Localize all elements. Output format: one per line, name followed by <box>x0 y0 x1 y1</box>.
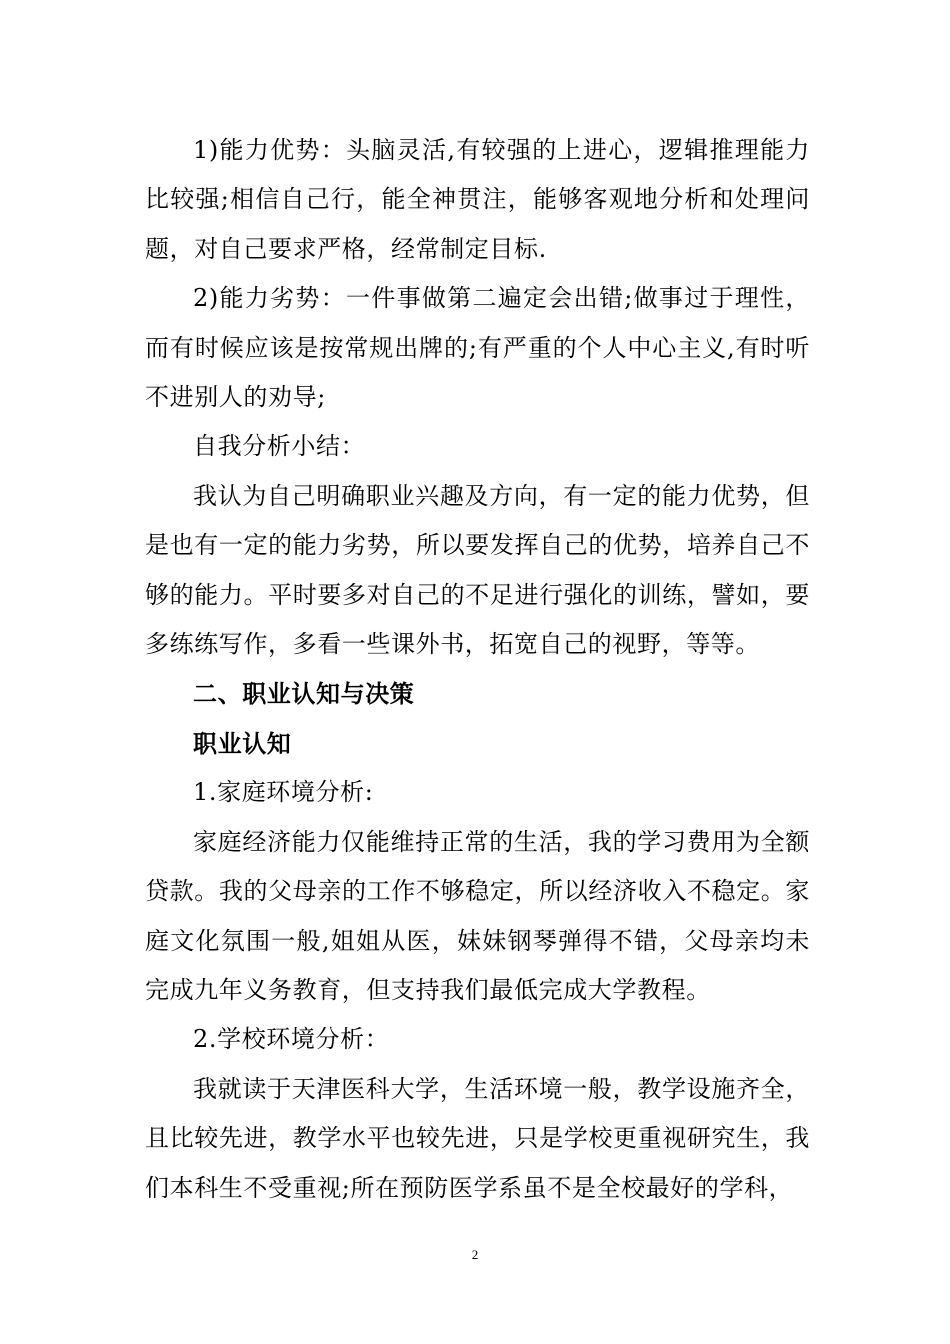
paragraph-ability-strengths: 1)能力优势：头脑灵活,有较强的上进心，逻辑推理能力比较强;相信自己行，能全神贯注，能够客观地分析和处理问题，对自己要求严格，经常制定目标. <box>145 136 810 263</box>
subsection-heading-career-cognition: 职业认知 <box>193 728 292 758</box>
paragraph-school-environment-label: 2.学校环境分析： <box>193 1025 390 1054</box>
paragraph-family-environment: 家庭经济能力仅能维持正常的生活，我的学习费用为全额贷款。我的父母亲的工作不够稳定，所以经济收入不稳定。家庭文化氛围一般,姐姐从医，妹妹钢琴弹得不错，父母亲均未完成九年义务教育，但支持我们最低完成大学教程。 <box>145 827 810 1004</box>
page-number: 2 <box>471 1247 479 1262</box>
paragraph-ability-weaknesses: 2)能力劣势：一件事做第二遍定会出错;做事过于理性，而有时候应该是按常规出牌的;有严重的个人中心主义,有时听不进别人的劝导; <box>145 284 810 412</box>
paragraph-self-analysis-summary-label: 自我分析小结： <box>193 432 366 461</box>
page-body <box>145 126 810 1213</box>
paragraph-school-environment: 我就读于天津医科大学，生活环境一般，教学设施齐全，且比较先进，教学水平也较先进，只是学校更重视研究生，我们本科生不受重视;所在预防医学系虽不是全校最好的学科， <box>145 1074 810 1202</box>
paragraph-family-environment-label: 1.家庭环境分析: <box>193 778 374 807</box>
section-heading-career-cognition-decision: 二、职业认知与决策 <box>193 679 415 709</box>
paragraph-self-analysis-summary: 我认为自己明确职业兴趣及方向，有一定的能力优势，但是也有一定的能力劣势，所以要发挥自己的优势，培养自己不够的能力。平时要多对自己的不足进行强化的训练，譬如，要多练练写作，多看一些课外书，拓宽自己的视野，等等。 <box>145 481 810 659</box>
